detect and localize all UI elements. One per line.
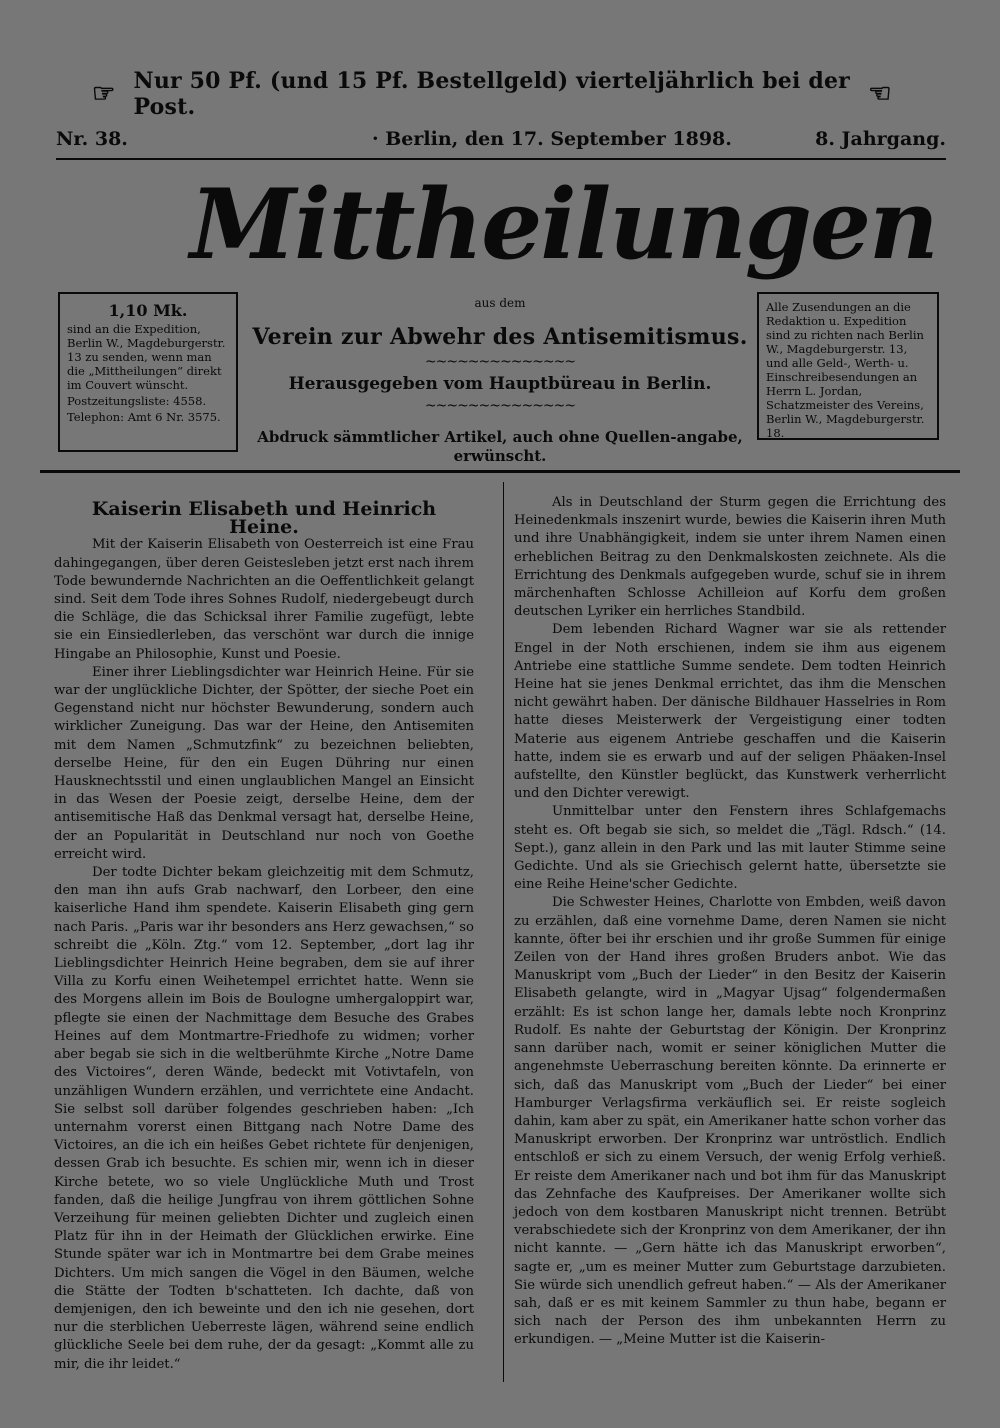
- article-title: Kaiserin Elisabeth und Heinrich Heine.: [91, 498, 437, 539]
- subscription-notice: [92, 68, 892, 120]
- issue-date: · Berlin, den 17. September 1898.: [372, 128, 732, 150]
- header-rule: [56, 158, 946, 160]
- article-column-right: [514, 494, 946, 1350]
- volume-year: 8. Jahrgang.: [815, 128, 946, 150]
- pointing-hand-icon: ☞: [868, 79, 892, 109]
- article-paragraph: Dem lebenden Richard Wagner war sie als rettender Engel in der Noth erschienen, indem sie ihm aus eigenem Antriebe eine stattliche Summe sendete. Dem todten Heinrich Heine hat sie jenes Denkmal errichtet, das ihm die Menschen nicht gewährt haben. Der dänische Bildhauer Hasselries in Rom hatte dieses Meisterwerk der Vergeistigung einer todten Materie aus eigenem Antriebe geschaffen und die Kaiserin hatte, indem sie es erwarb und auf der seligen Phäaken-Insel aufstellte, den Künstler beglückt, das Kunstwerk verherrlicht und den Dichter verewigt.: [514, 622, 946, 802]
- pointing-hand-icon: ☞: [92, 79, 116, 109]
- aus-dem-label: aus dem: [474, 296, 526, 310]
- column-divider: [503, 482, 504, 1382]
- subscription-notice-text: Nur 50 Pf. (und 15 Pf. Bestellgeld) vierteljährlich bei der Post.: [133, 68, 850, 120]
- price-label: 1,10 Mk.: [108, 301, 188, 320]
- masthead-title: Mittheilungen: [190, 168, 937, 281]
- article-paragraph: Als in Deutschland der Sturm gegen die Errichtung des Heinedenkmals inszenirt wurde, bewies die Kaiserin ihren Muth und ihre Unabhängigkeit, indem sie unter ihrem Namen einen erheblichen Beitrag zu den Denkmalskosten zeichnete. Als die Errichtung des Denkmals aufgegeben wurde, schuf sie in ihrem märchenhaften Schlosse Achilleion auf Korfu dem großen deutschen Lyriker ein herrliches Standbild.: [514, 495, 946, 620]
- subscription-instructions: sind an die Expedition, Berlin W., Magdeburgerstr. 13 zu senden, wenn man die „Mittheilungen“ direkt im Couvert wünscht.: [67, 322, 226, 392]
- subscription-box: [58, 292, 238, 452]
- telephone-number: Telephon: Amt 6 Nr. 3575.: [67, 410, 221, 424]
- article-paragraph: Die Schwester Heines, Charlotte von Embden, weiß davon zu erzählen, daß eine vornehme Dame, deren Namen sie nicht kannte, öfter bei ihr erschien und ihr große Summen für einige Zeilen von der Hand ihres großen Bruders anbot. Wie das Manuskript vom „Buch der Lieder“ in den Besitz der Kaiserin Elisabeth gelangte, wird in „Magyar Ujsag“ folgendermaßen erzählt: Es ist schon lange her, damals lebte noch Kronprinz Rudolf. Es nahte der Geburtstag der Königin. Der Kronprinz sann darüber nach, womit er seiner königlichen Mutter die angenehmste Ueberraschung bereiten könnte. Da erinnerte er sich, daß das Manuskript vom „Buch der Lieder“ bei einer Hamburger Verlagsfirma verkäuflich sei. Er reiste sogleich dahin, kam aber zu spät, ein Amerikaner hatte schon vorher das Manuskript erworben. Der Kronprinz war untröstlich. Endlich entschloß er sich zu einem Versuch, der wenig Erfolg verhieß. Er reiste dem Amerikaner nach und bot ihm für das Manuskript das Zehnfache des Kaufpreises. Der Amerikaner wollte sich jedoch von dem kostbaren Manuskript nicht trennen. Betrübt verabschiedete sich der Kronprinz von dem Amerikaner, der ihn nicht kannte. — „Gern hätte ich das Manuskript erworben“, sagte er, „um es meiner Mutter zum Geburtstage darzubieten. Sie würde sich unendlich gefreut haben.“ — Als der Amerikaner sah, daß er es mit keinem Sammler zu thun habe, begann er sich nach der Person des ihm unbekannten Herrn zu erkundigen. — „Meine Mutter ist die Kaiserin-: [514, 895, 946, 1348]
- article-paragraph: Unmittelbar unter den Fenstern ihres Schlafgemachs steht es. Oft begab sie sich, so meldet die „Tägl. Rdsch.“ (14. Sept.), ganz allein in den Park und las mit lauter Stimme seine Gedichte. Und als sie Griechisch gelernt hatte, übersetzte sie eine Reihe Heine'scher Gedichte.: [514, 804, 946, 893]
- article-paragraph: Der todte Dichter bekam gleichzeitig mit dem Schmutz, den man ihn aufs Grab nachwarf, den Lorbeer, den eine kaiserliche Hand ihm spendete. Kaiserin Elisabeth ging gern nach Paris. „Paris war ihr besonders ans Herz gewachsen,“ so schreibt die „Köln. Ztg.“ vom 12. September, „dort lag ihr Lieblingsdichter Heinrich Heine begraben, dem sie auf ihrer Villa zu Korfu einen Weihetempel errichtet hatte. Wenn sie des Morgens allein im Bois de Boulogne umhergaloppirt war, pflegte sie einen der Nachmittage dem Besuche des Grabes Heines auf dem Montmartre-Friedhofe zu widmen; vorher aber begab sie sich in die weltberühmte Kirche „Notre Dame des Victoires“, deren Wände, bedeckt mit Votivtafeln, von unzähligen Wundern erzählen, und verrichtete eine Andacht. Sie selbst soll darüber folgendes geschrieben haben: „Ich unternahm vorerst einen Bittgang nach Notre Dame des Victoires, an die ich ein heißes Gebet richtete für denjenigen, dessen Grab ich besuchte. Es schien mir, wenn ich in dieser Kirche betete, wo so viele Unglückliche Muth und Trost fanden, daß die heilige Jungfrau von ihrem göttlichen Sohne Verzeihung für meinen geliebten Dichter und zugleich einen Platz für ihn in der Heimath der Glücklichen erwirke. Eine Stunde später war ich in Montmartre bei dem Grabe meines Dichters. Um mich sangen die Vögel in den Bäumen, welche die Stätte der Todten b'schatteten. Ich dachte, daß von demjenigen, den ich beweinte und den ich nie gesehen, dort nur die sterblichen Ueberreste lägen, während seine endlich glückliche Seele bei dem ruhe, der da gesagt: „Kommt alle zu mir, die ihr leidet.“: [54, 865, 474, 1372]
- issue-number: Nr. 38.: [56, 128, 128, 150]
- postal-list-number: Postzeitungsliste: 4558.: [67, 394, 207, 408]
- ornamental-rule: ~~~~~~~~~~~~~~: [424, 398, 576, 414]
- masthead-subtitle-block: [250, 292, 750, 465]
- ornamental-rule: ~~~~~~~~~~~~~~: [424, 354, 576, 370]
- article-paragraph: Mit der Kaiserin Elisabeth von Oesterreich ist eine Frau dahingegangen, über deren Geistesleben jetzt erst nach ihrem Tode bewundernde Nachrichten an die Oeffentlichkeit gelangt sind. Seit dem Tode ihres Sohnes Rudolf, niedergebeugt durch die Schläge, die das Schicksal ihrer Familie zugefügt, lebte sie ein Einsiedlerleben, das verschönt war durch die innige Hingabe an Philosophie, Kunst und Poesie.: [54, 537, 474, 662]
- article-column-left: [54, 500, 474, 1374]
- contact-box: [757, 292, 939, 440]
- reprint-notice: Abdruck sämmtlicher Artikel, auch ohne Quellen-angabe, erwünscht.: [257, 428, 743, 465]
- section-rule: [40, 470, 960, 473]
- contact-instructions: Alle Zusendungen an die Redaktion u. Expedition sind zu richten nach Berlin W., Magdeburgerstr. 13, und alle Geld-, Werth- u. Einschreibesendungen an Herrn L. Jordan, Schatzmeister des Vereins, Berlin W., Magdeburgerstr. 18.: [766, 300, 925, 440]
- issue-meta-row: [56, 122, 946, 158]
- publisher-line: Herausgegeben vom Hauptbüreau in Berlin.: [288, 374, 712, 394]
- association-name: Verein zur Abwehr des Antisemitismus.: [252, 324, 748, 350]
- article-paragraph: Einer ihrer Lieblingsdichter war Heinrich Heine. Für sie war der unglückliche Dichter, der Spötter, der sieche Poet ein Gegenstand nicht nur höchster Bewunderung, sondern auch wirklicher Zuneigung. Das war der Heine, den Antisemiten mit dem Namen „Schmutzfink“ zu bezeichnen beliebten, derselbe Heine, für den ein Eugen Dühring nur einen Hausknechtsstil und einen unglaublichen Mangel an Einsicht in das Wesen der Poesie zeigt, derselbe Heine, dem der antisemitische Haß das Denkmal versagt hat, derselbe Heine, der an Popularität in Deutschland nur noch von Goethe erreicht wird.: [54, 664, 474, 862]
